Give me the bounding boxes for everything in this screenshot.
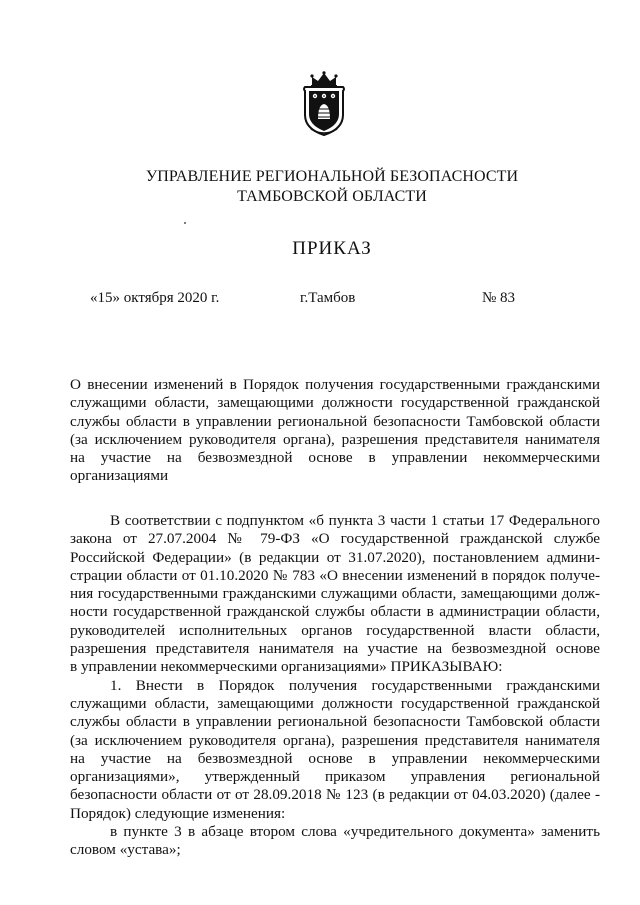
body-line: ния государственными гражданскими служащими области, замещающими долж- — [70, 585, 600, 603]
body-line: ности государственной гражданской службы области в администрации области, — [70, 603, 600, 621]
subject-line: на участие на безвозмездной основе в управлении некоммерческими — [70, 449, 600, 467]
subject-line: службы области в управлении региональной безопасности Тамбовской области — [70, 412, 600, 430]
body-line: в пункте 3 в абзаце втором слова «учредительного документа» заменить — [110, 823, 600, 841]
document-body — [70, 512, 600, 860]
body-line: закона от 27.07.2004 № 79-ФЗ «О государственной гражданской службе — [70, 530, 600, 548]
body-line: организациями», утвержденный приказом управления региональной — [70, 768, 600, 786]
subject-line: (за исключением руководителя органа), разрешения представителя нанимателя — [70, 430, 600, 448]
document-date: «15» октября 2020 г. — [90, 290, 220, 306]
document-subject — [70, 376, 600, 486]
document-title: ПРИКАЗ — [292, 238, 372, 259]
organization-name-line1: УПРАВЛЕНИЕ РЕГИОНАЛЬНОЙ БЕЗОПАСНОСТИ — [145, 168, 519, 185]
subject-line: служащими области, замещающими должности государственной гражданской — [70, 394, 600, 412]
body-line: 1. Внести в Порядок получения государственными гражданскими — [110, 676, 600, 694]
document-number: № 83 — [482, 290, 516, 306]
subject-line: О внесении изменений в Порядок получения государственными гражданскими — [70, 376, 600, 393]
body-line: служащими области, замещающими должности государственной гражданской — [70, 694, 600, 712]
body-line: (за исключением руководителя органа), разрешения представителя нанимателя — [70, 731, 600, 749]
body-line: В соответствии с подпунктом «б пункта 3 части 1 статьи 17 Федерального — [110, 512, 600, 529]
body-line: разрешения представителя нанимателя на участие на безвозмездной основе — [70, 640, 600, 658]
body-line: словом «устава»; — [70, 841, 181, 859]
body-line: на участие на безвозмездной основе в управлении некоммерческими — [70, 749, 600, 767]
body-line: Порядок) следующие изменения: — [70, 804, 286, 822]
body-line: безопасности области от от 28.09.2018 № 123 (в редакции от 04.03.2020) (далее - — [70, 786, 600, 804]
coat-of-arms-emblem — [301, 71, 347, 137]
body-line: Российской Федерации» (в редакции от 31.07.2020), постановлением админи- — [70, 548, 600, 566]
body-line: страции области от 01.10.2020 № 783 «О внесении изменений в порядок получе- — [70, 566, 600, 584]
organization-name-line2: ТАМБОВСКОЙ ОБЛАСТИ — [237, 188, 427, 205]
scan-speck — [184, 222, 186, 224]
document-city: г.Тамбов — [300, 290, 356, 306]
subject-line: организациями — [70, 467, 169, 485]
body-line: в управлении некоммерческими организациями» ПРИКАЗЫВАЮ: — [70, 658, 503, 676]
body-line: руководителей исполнительных органов государственной власти области, — [70, 621, 600, 639]
body-line: службы области в управлении региональной безопасности Тамбовской области — [70, 713, 600, 731]
